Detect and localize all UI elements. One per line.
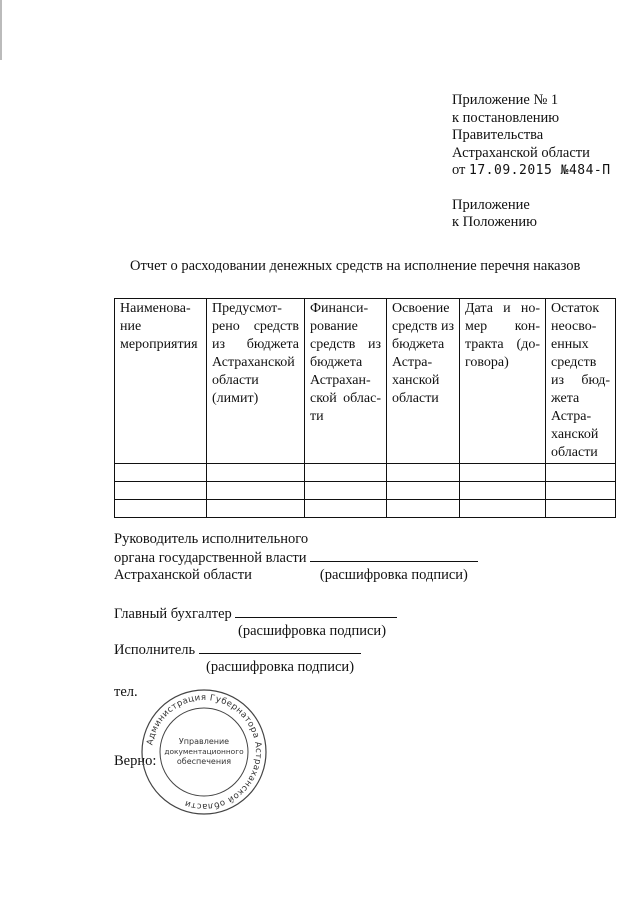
column-header: Наименование мероприятия <box>115 299 207 464</box>
table-cell[interactable] <box>460 482 546 500</box>
stamp-center-line: обеспечения <box>176 757 232 766</box>
appendix-header <box>452 92 611 232</box>
scan-edge-mark <box>0 0 2 60</box>
head-line: органа государственной власти <box>114 550 307 566</box>
table-cell[interactable] <box>546 482 616 500</box>
executor-signature-line[interactable] <box>199 640 361 654</box>
appendix-date-line <box>452 162 611 180</box>
table-cell[interactable] <box>207 500 305 518</box>
accountant-signature-line[interactable] <box>235 604 397 618</box>
table-cell[interactable] <box>207 464 305 482</box>
decode-caption: (расшифровка подписи) <box>206 659 355 675</box>
table-cell[interactable] <box>305 500 387 518</box>
stamp-ring-text: Администрация Губернатора Астраханской области <box>145 692 264 812</box>
column-header: Финансирование средств из бюджета Астраханской области <box>305 299 387 464</box>
table-cell[interactable] <box>387 482 460 500</box>
table-header-row <box>115 299 616 464</box>
executor-label: Исполнитель <box>114 642 196 658</box>
table-cell[interactable] <box>305 482 387 500</box>
table-cell[interactable] <box>387 464 460 482</box>
report-title: Отчет о расходовании денежных средств на исполнение перечня наказов <box>130 258 581 274</box>
sub-appendix-line: к Положению <box>452 214 537 230</box>
decode-caption: (расшифровка подписи) <box>238 623 387 639</box>
decode-caption: (расшифровка подписи) <box>319 567 468 583</box>
head-line: Руководитель исполнительного <box>114 531 309 547</box>
official-stamp <box>140 688 268 816</box>
column-header: Предусмотрено средств из бюджета Астраханской области (лимит) <box>207 299 305 464</box>
appendix-line: Приложение № 1 <box>452 92 559 108</box>
table-row <box>115 500 616 518</box>
date-value: 17.09.2015 №484-П <box>469 163 611 178</box>
table-cell[interactable] <box>546 500 616 518</box>
column-header: Освоение средств из бюджета Астраханской области <box>387 299 460 464</box>
table-cell[interactable] <box>207 482 305 500</box>
head-line: Астраханской области <box>114 567 252 583</box>
sub-appendix-line: Приложение <box>452 196 530 213</box>
phone-label: тел. <box>114 684 138 700</box>
date-prefix: от <box>452 162 470 178</box>
table-cell[interactable] <box>460 500 546 518</box>
table-cell[interactable] <box>115 482 207 500</box>
appendix-line: Правительства <box>452 127 544 143</box>
table-row <box>115 464 616 482</box>
table-cell[interactable] <box>115 500 207 518</box>
column-header: Остаток неосвоенных средств из бюджета Астраханской области <box>546 299 616 464</box>
accountant-label: Главный бухгалтер <box>114 606 232 622</box>
table-cell[interactable] <box>546 464 616 482</box>
appendix-line: Астраханской области <box>452 144 590 161</box>
signature-block <box>114 531 478 676</box>
table-cell[interactable] <box>305 464 387 482</box>
table-row <box>115 482 616 500</box>
appendix-line: к постановлению <box>452 109 560 126</box>
table-cell[interactable] <box>115 464 207 482</box>
head-signature-line[interactable] <box>310 548 478 562</box>
true-copy-label: Верно: <box>114 753 157 769</box>
table-cell[interactable] <box>460 464 546 482</box>
table-cell[interactable] <box>387 500 460 518</box>
stamp-center-line: Управление <box>178 737 230 746</box>
stamp-center-line: документационного <box>164 747 244 756</box>
report-table <box>114 298 616 518</box>
column-header: Дата и номер контракта (договора) <box>460 299 546 464</box>
